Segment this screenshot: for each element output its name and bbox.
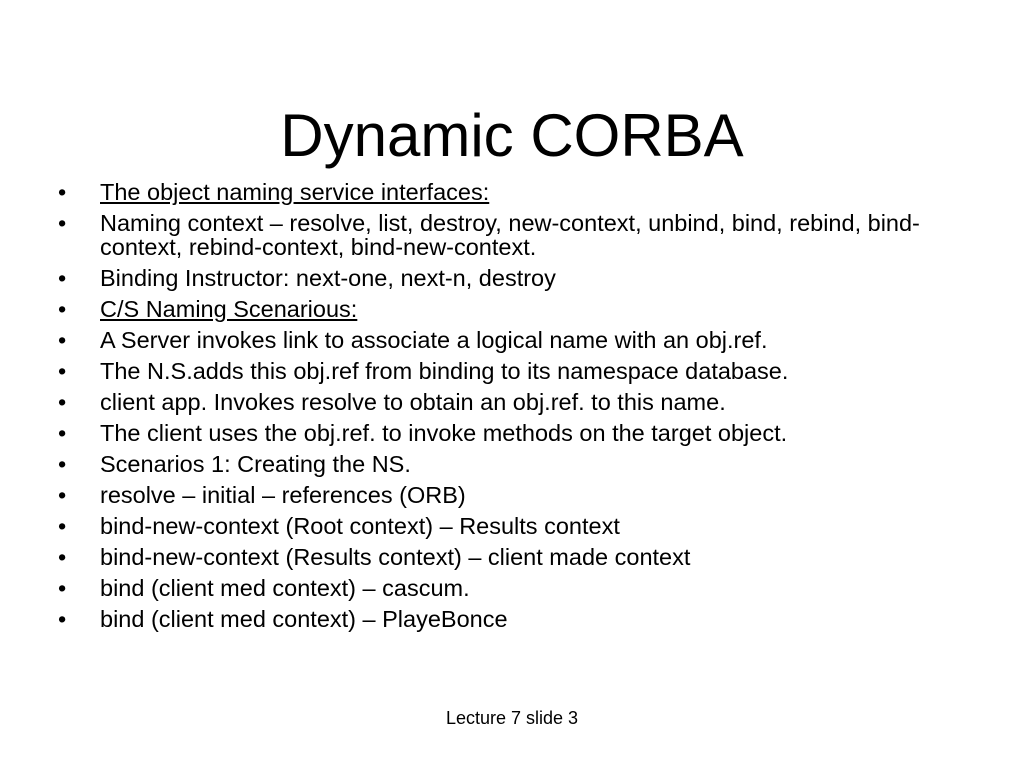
bullet-marker: • [58,451,67,477]
slide-title: Dynamic CORBA [280,102,744,170]
bullet-marker: • [58,420,67,446]
bullet-text: bind-new-context (Results context) – client made context [100,544,691,570]
bullet-item [58,483,958,507]
bullet-marker: • [58,544,67,570]
bullet-text: bind (client med context) – PlayeBonce [100,606,508,632]
bullet-item [58,514,958,538]
bullet-text: Binding Instructor: next-one, next-n, destroy [100,265,556,291]
bullet-marker: • [58,389,67,415]
bullet-item [58,607,958,631]
bullet-item [58,266,958,290]
bullet-marker: • [58,575,67,601]
bullet-marker: • [58,482,67,508]
bullet-item [58,576,958,600]
bullet-text: Naming context – resolve, list, destroy, new-context, unbind, bind, rebind, bind-context, rebind-context, bind-new-context. [100,210,920,260]
bullet-item [58,390,958,414]
bullet-item [58,180,958,204]
bullet-marker: • [58,210,67,236]
bullet-marker: • [58,606,67,632]
bullet-item [58,297,958,321]
bullet-text: resolve – initial – references (ORB) [100,482,466,508]
bullet-marker: • [58,296,67,322]
bullet-marker: • [58,265,67,291]
bullet-marker: • [58,358,67,384]
bullet-text: The N.S.adds this obj.ref from binding to its namespace database. [100,358,789,384]
bullet-text: The object naming service interfaces: [100,179,490,205]
bullet-text: bind (client med context) – cascum. [100,575,470,601]
bullet-item [58,545,958,569]
bullet-marker: • [58,179,67,205]
bullet-text: A Server invokes link to associate a logical name with an obj.ref. [100,327,768,353]
bullet-item [58,421,958,445]
bullet-text: The client uses the obj.ref. to invoke methods on the target object. [100,420,788,446]
bullet-marker: • [58,327,67,353]
slide-footer: Lecture 7 slide 3 [445,708,579,728]
bullet-item [58,359,958,383]
bullet-text: bind-new-context (Root context) – Results context [100,513,620,539]
bullet-text: C/S Naming Scenarious: [100,296,358,322]
bullet-item [58,452,958,476]
bullet-list [58,180,958,638]
bullet-text: Scenarios 1: Creating the NS. [100,451,411,477]
bullet-text: client app. Invokes resolve to obtain an obj.ref. to this name. [100,389,726,415]
bullet-marker: • [58,513,67,539]
bullet-item [58,211,958,259]
bullet-item [58,328,958,352]
